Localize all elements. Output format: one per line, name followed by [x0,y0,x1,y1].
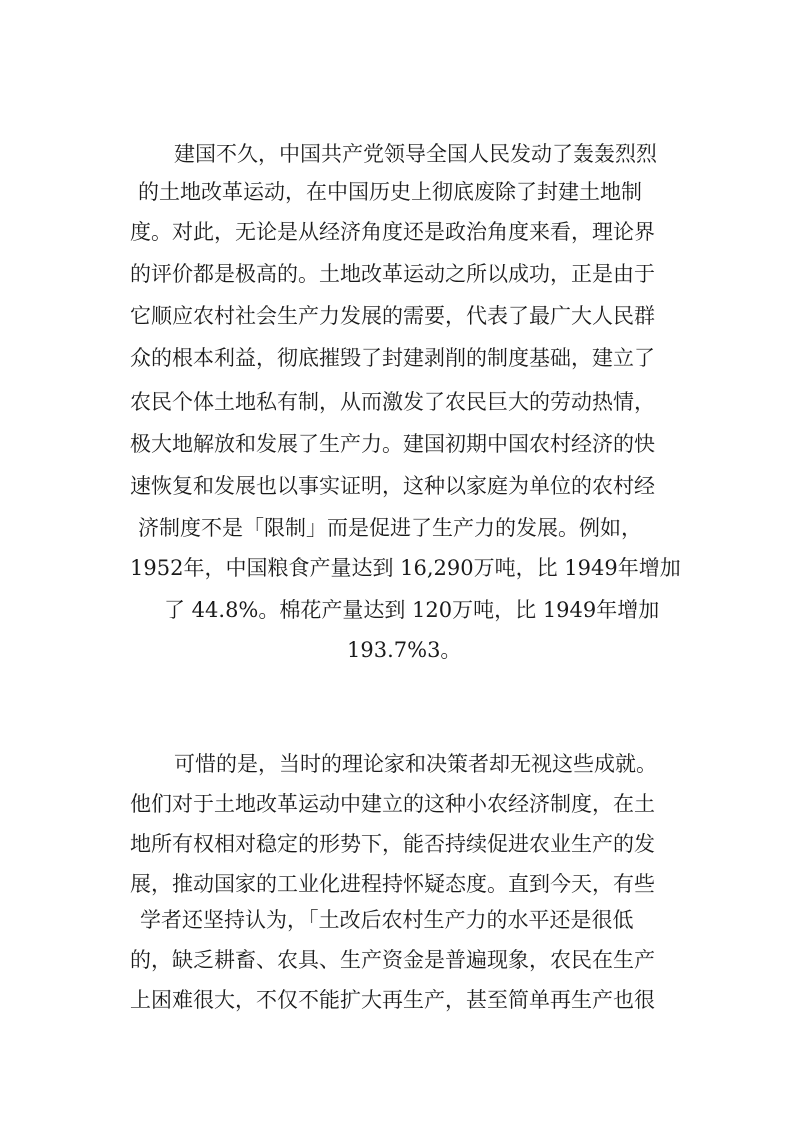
paragraph-1-line-12 [0,590,794,630]
text-line: 的土地改革运动，在中国历史上彻底废除了封建土地制 [138,180,642,204]
paragraph-1-line-6 [0,338,794,378]
text-line: 的，缺乏耕畜、农具、生产资金是普遍现象，农民在生产 [130,948,655,972]
paragraph-2-line-3 [0,824,794,864]
paragraph-2-line-1 [0,744,794,784]
text-line: 193.7%3。 [347,638,462,662]
paragraph-2-line-2 [0,784,794,824]
text-line: 他们对于土地改革运动中建立的这种小农经济制度，在土 [130,792,655,816]
paragraph-1-line-13 [0,630,794,670]
text-line: 1952年，中国粮食产量达到 16,290万吨，比 1949年增加 [130,556,681,580]
text-line: 可惜的是，当时的理论家和决策者却无视这些成就。 [174,752,657,776]
paragraph-1-line-4 [0,254,794,294]
paragraph-1-line-1 [0,134,794,174]
text-line: 它顺应农村社会生产力发展的需要，代表了最广大人民群 [130,304,655,328]
text-line: 了 44.8%。棉花产量达到 120万吨，比 1949年增加 [164,598,660,622]
paragraph-2-line-6 [0,940,794,980]
paragraph-1-line-11 [0,548,794,588]
paragraph-2-line-7 [0,980,794,1020]
text-line: 的评价都是极高的。土地改革运动之所以成功，正是由于 [130,262,655,286]
paragraph-2-line-4 [0,864,794,904]
text-line: 展，推动国家的工业化进程持怀疑态度。直到今天，有些 [130,872,655,896]
text-line: 速恢复和发展也以事实证明，这种以家庭为单位的农村经 [130,474,655,498]
text-line: 度。对此，无论是从经济角度还是政治角度来看，理论界 [130,220,655,244]
paragraph-1-line-3 [0,212,794,252]
text-line: 学者还坚持认为，「土改后农村生产力的水平还是很低 [140,908,634,932]
text-line: 农民个体土地私有制，从而激发了农民巨大的劳动热情， [130,390,655,414]
paragraph-1-line-8 [0,424,794,464]
paragraph-1-line-5 [0,296,794,336]
paragraph-1-line-7 [0,382,794,422]
text-line: 上困难很大，不仅不能扩大再生产，甚至简单再生产也很 [130,988,655,1012]
text-line: 众的根本利益，彻底摧毁了封建剥削的制度基础，建立了 [130,346,655,370]
text-line: 地所有权相对稳定的形势下，能否持续促进农业生产的发 [130,832,655,856]
paragraph-1-line-2 [0,172,794,212]
text-line: 建国不久，中国共产党领导全国人民发动了轰轰烈烈 [174,142,657,166]
text-line: 济制度不是「限制」而是促进了生产力的发展。例如， [138,516,642,540]
paragraph-1-line-9 [0,466,794,506]
text-line: 极大地解放和发展了生产力。建国初期中国农村经济的快 [130,432,655,456]
paragraph-2-line-5 [0,900,794,940]
paragraph-1-line-10 [0,508,794,548]
